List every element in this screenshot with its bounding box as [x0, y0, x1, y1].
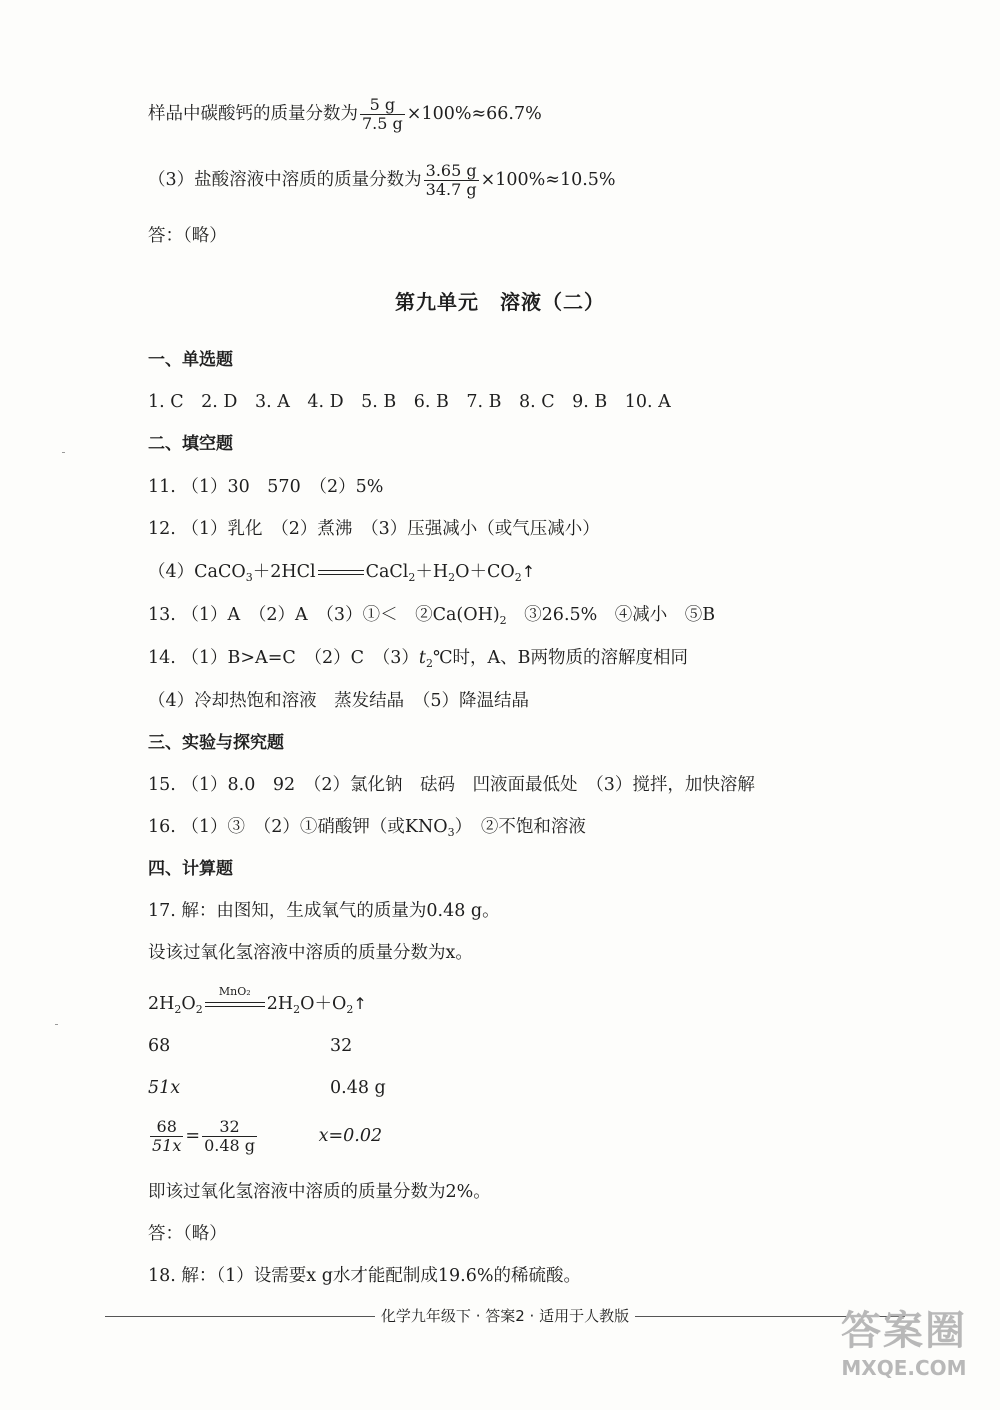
mass-68: 68	[148, 1036, 171, 1056]
answer-13	[148, 603, 715, 633]
subscript: 2	[408, 571, 416, 584]
solution: x=0.02	[318, 1126, 383, 1146]
section-heading: 二、填空题	[148, 434, 233, 454]
page-footer	[105, 1305, 905, 1329]
answer-17-line1: 17. 解：由图知，生成氧气的质量为0.48 g。	[148, 901, 500, 921]
decomposition-equation	[148, 985, 367, 1022]
formula: O＋CO	[455, 562, 515, 582]
answer-18: 18. 解：（1）设需要x g水才能配制成19.6%的稀硫酸。	[148, 1266, 582, 1286]
fraction	[424, 162, 479, 199]
variable: t	[418, 648, 426, 668]
subscript: 2	[499, 614, 507, 627]
mass-048: 0.48 g	[330, 1078, 386, 1098]
result: ×100%≈10.5%	[480, 170, 616, 190]
subscript: 2	[514, 571, 522, 584]
section-heading: 一、单选题	[148, 350, 233, 370]
subscript: 3	[245, 571, 253, 584]
text: 16. （1）③ （2）①硝酸钾（或KNO	[148, 817, 448, 837]
formula: （4）CaCO	[148, 562, 246, 582]
answer-14	[148, 646, 688, 676]
denominator: 51x	[152, 1136, 182, 1155]
text: 13. （1）A （2）A （3）①＜ ②Ca(OH)	[148, 605, 500, 625]
catalyst-label: MnO₂	[218, 985, 251, 998]
formula: O＋O	[300, 994, 347, 1014]
formula: ＋2HCl	[252, 562, 316, 582]
answer-11: 11. （1）30 570 （2）5%	[148, 477, 384, 497]
answer-14-part2: （4）冷却热饱和溶液 蒸发结晶 （5）降温结晶	[148, 691, 530, 711]
text: ③26.5% ④减小 ⑤B	[506, 605, 716, 625]
watermark-text: 答案圈	[841, 1308, 967, 1354]
up-arrow-icon: ↑	[353, 994, 367, 1013]
section-heading: 四、计算题	[148, 859, 233, 879]
numerator: 5 g	[360, 96, 405, 115]
subscript: 2	[425, 657, 433, 670]
formula: 2H	[148, 994, 175, 1014]
watermark-logo	[824, 1306, 984, 1396]
scan-speck	[55, 1024, 58, 1025]
answer-omitted: 答：（略）	[148, 226, 227, 246]
denominator: 34.7 g	[425, 180, 477, 199]
answer-12: 12. （1）乳化 （2）煮沸 （3）压强减小（或气压减小）	[148, 519, 600, 539]
denominator: 7.5 g	[362, 114, 403, 133]
proportion	[148, 1118, 382, 1155]
formula: 2H	[266, 994, 294, 1014]
equals: =	[185, 1126, 201, 1146]
answer-12-equation	[148, 560, 535, 590]
up-arrow-icon: ↑	[521, 562, 536, 581]
equals-sign	[318, 570, 364, 575]
catalyst-equals	[205, 985, 265, 1007]
answer-16	[148, 815, 586, 845]
answers-1-10: 1. C 2. D 3. A 4. D 5. B 6. B 7. B 8. C 9. B 10. A	[148, 392, 671, 412]
mass-51x: 51x	[148, 1078, 181, 1098]
answer-15: 15. （1）8.0 92 （2）氯化钠 砝码 凹液面最低处 （3）搅拌，加快溶解	[148, 775, 755, 795]
answer-omitted: 答：（略）	[148, 1224, 227, 1244]
text: （3）盐酸溶液中溶质的质量分数为	[148, 170, 422, 190]
answer-17-conclusion: 即该过氧化氢溶液中溶质的质量分数为2%。	[148, 1182, 491, 1202]
numerator: 32	[202, 1118, 257, 1137]
footer-text-wrap	[105, 1305, 905, 1326]
subscript: 3	[447, 826, 455, 839]
subscript: 2	[174, 1003, 182, 1016]
footer-text: 化学九年级下 · 答案2 · 适用于人教版	[375, 1307, 635, 1325]
denominator: 0.48 g	[204, 1136, 256, 1155]
fraction	[360, 96, 405, 133]
numerator: 3.65 g	[425, 161, 477, 180]
line-hcl-fraction	[148, 162, 616, 199]
fraction	[150, 1118, 183, 1155]
formula: O	[181, 994, 196, 1014]
text: ℃时，A、B两物质的溶解度相同	[432, 648, 689, 668]
subscript: 2	[293, 1003, 301, 1016]
mass-32: 32	[330, 1036, 353, 1056]
section-heading: 三、实验与探究题	[148, 733, 284, 753]
subscript: 2	[448, 571, 456, 584]
subscript: 2	[195, 1003, 203, 1016]
line-caco3-fraction	[148, 96, 542, 133]
unit-title: 第九单元 溶液（二）	[395, 290, 605, 314]
numerator: 68	[150, 1118, 183, 1137]
text: 14. （1）B>A=C （2）C （3）	[148, 648, 419, 668]
result: ×100%≈66.7%	[406, 104, 542, 124]
answer-17-line2: 设该过氧化氢溶液中溶质的质量分数为x。	[148, 943, 473, 963]
text: ） ②不饱和溶液	[454, 817, 586, 837]
watermark-url: MXQE.COM	[841, 1356, 967, 1380]
formula: ＋H	[415, 562, 449, 582]
formula: CaCl	[365, 562, 409, 582]
scan-speck	[62, 452, 65, 453]
fraction	[202, 1118, 257, 1155]
subscript: 2	[346, 1003, 354, 1016]
text: 样品中碳酸钙的质量分数为	[148, 104, 358, 124]
